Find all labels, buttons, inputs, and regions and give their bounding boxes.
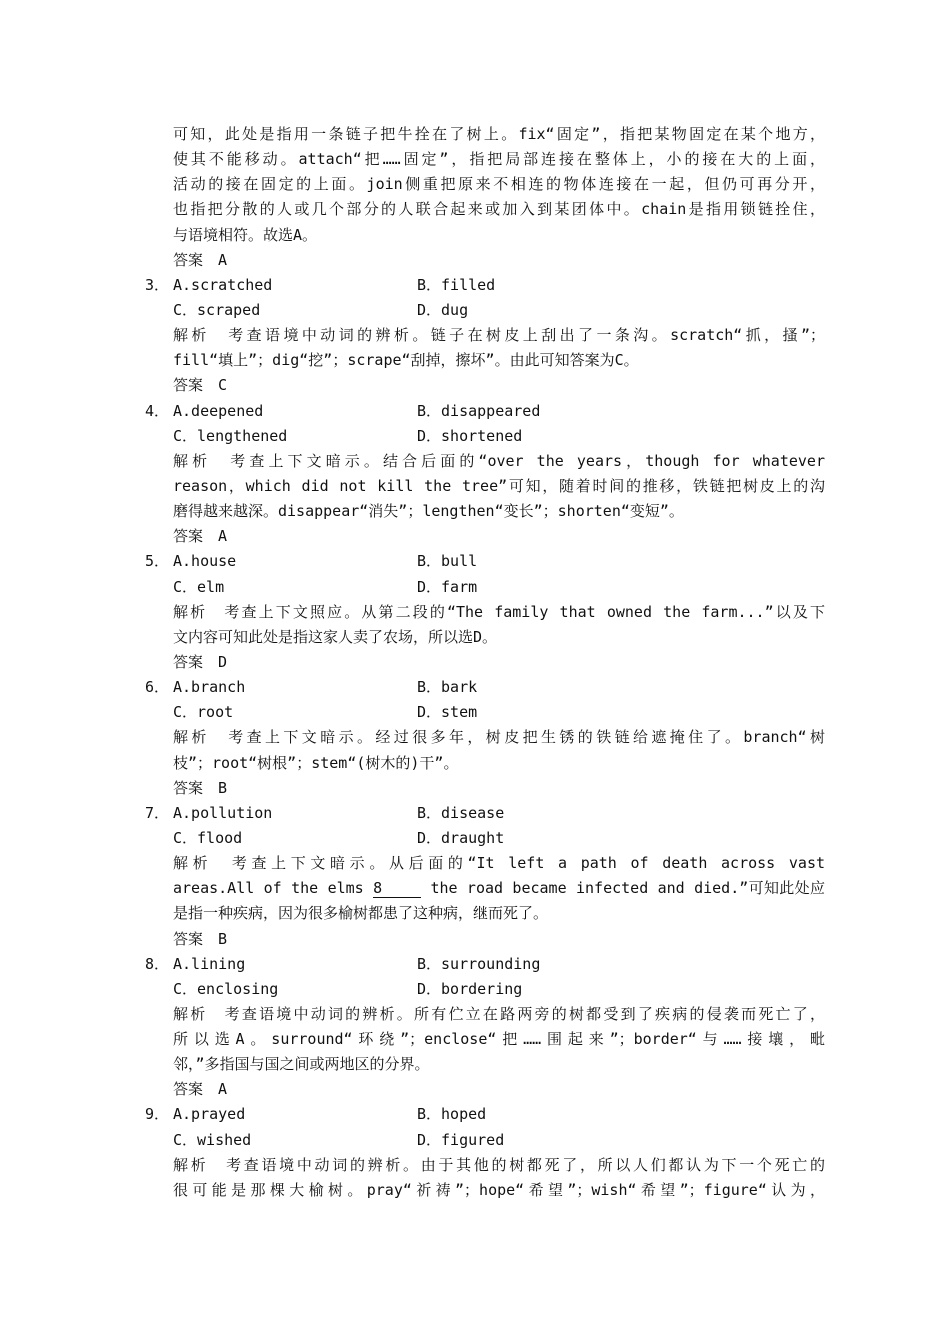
analysis-line: 文内容可知此处是指这家人卖了农场，所以选D。 [173, 627, 498, 646]
analysis-line: 邻，”多指国与国之间或两地区的分界。 [173, 1055, 430, 1074]
question-number: 4． [145, 401, 170, 420]
answer-line: 答案 B [173, 778, 228, 797]
option-c: C．elm [173, 577, 225, 596]
analysis-line: 也指把分散的人或几个部分的人联合起来或加入到某团体中。chain是指用锁链拴住， [173, 200, 825, 219]
analysis-line: 解析 考查上下文照应。从第二段的“The family that owned the farm...”以及下 [173, 602, 825, 621]
option-c: C．wished [173, 1130, 252, 1149]
options-row [145, 575, 825, 600]
option-b: B．bull [417, 552, 478, 571]
option-c: C．lengthened [173, 426, 288, 445]
option-a: A.pollution [173, 803, 273, 822]
options-row [145, 424, 825, 449]
answer-line: 答案 D [173, 652, 228, 671]
analysis-line [145, 876, 825, 901]
question-number: 6． [145, 678, 170, 697]
option-b: B．filled [417, 275, 496, 294]
option-a: A.branch [173, 678, 246, 697]
option-a: A.lining [173, 954, 246, 973]
blank-8: 8 [373, 879, 421, 898]
options-row [145, 977, 825, 1002]
exercise-content [145, 122, 825, 1203]
question-row-9 [145, 1102, 825, 1127]
options-row [145, 826, 825, 851]
option-a: A.prayed [173, 1105, 246, 1124]
analysis-text: areas.All of the elms [173, 879, 374, 898]
option-d: D．figured [417, 1130, 505, 1149]
analysis-line: 与语境相符。故选A。 [173, 225, 318, 244]
analysis-line: 磨得越来越深。disappear“消失”；lengthen“变长”；shorten“变短”。 [173, 502, 684, 521]
analysis-line: 解析 考查语境中动词的辨析。由于其他的树都死了，所以人们都认为下一个死亡的 [173, 1155, 825, 1174]
analysis-line: 解析 考查上下文暗示。从后面的“It left a path of death across vast [173, 854, 825, 873]
answer-line: 答案 A [173, 527, 228, 546]
option-c: C．root [173, 703, 234, 722]
analysis-line: 解析 考查语境中动词的辨析。链子在树皮上刮出了一条沟。scratch“抓，搔”； [173, 326, 825, 345]
option-a: A.scratched [173, 275, 273, 294]
analysis-line: 是指一种疾病，因为很多榆树都患了这种病，继而死了。 [173, 904, 549, 923]
option-a: A.house [173, 552, 237, 571]
options-row [145, 1128, 825, 1153]
analysis-line: 所以选A。surround“环绕”；enclose“把……围起来”；border“与……接壤，毗 [173, 1030, 825, 1049]
option-d: D．bordering [417, 979, 523, 998]
answer-line: 答案 A [173, 250, 228, 269]
option-d: D．stem [417, 703, 478, 722]
question-row-3 [145, 273, 825, 298]
option-d: D．draught [417, 828, 505, 847]
analysis-line: 解析 考查语境中动词的辨析。所有伫立在路两旁的树都受到了疾病的侵袭而死亡了， [173, 1004, 825, 1023]
analysis-text: the road became infected and died.”可知此处应 [421, 879, 825, 898]
option-d: D．shortened [417, 426, 523, 445]
options-row [145, 298, 825, 323]
question-row-8 [145, 952, 825, 977]
question-number: 8． [145, 954, 170, 973]
option-c: C．enclosing [173, 979, 279, 998]
answer-line: 答案 B [173, 929, 228, 948]
options-row [145, 700, 825, 725]
option-b: B．hoped [417, 1105, 487, 1124]
analysis-line: 很可能是那棵大榆树。pray“祈祷”；hope“希望”；wish“希望”；figure“认为， [173, 1180, 825, 1199]
analysis-line: 使其不能移动。attach“把……固定”，指把局部连接在整体上，小的接在大的上面， [173, 150, 825, 169]
question-row-7 [145, 801, 825, 826]
question-number: 9． [145, 1105, 170, 1124]
option-c: C．scraped [173, 300, 261, 319]
analysis-line: 解析 考查上下文暗示。结合后面的“over the years，though for whatever [173, 451, 825, 470]
analysis-line: 解析 考查上下文暗示。经过很多年，树皮把生锈的铁链给遮掩住了。branch“树 [173, 728, 825, 747]
analysis-line: 可知，此处是指用一条链子把牛拴在了树上。fix“固定”，指把某物固定在某个地方， [173, 125, 825, 143]
question-row-5 [145, 549, 825, 574]
option-c: C．flood [173, 828, 243, 847]
question-row-6 [145, 675, 825, 700]
question-number: 5． [145, 552, 170, 571]
analysis-line: 活动的接在固定的上面。join侧重把原来不相连的物体连接在一起，但仍可再分开， [173, 175, 825, 194]
option-a: A.deepened [173, 401, 264, 420]
answer-line: 答案 C [173, 376, 228, 395]
option-d: D．dug [417, 300, 469, 319]
option-d: D．farm [417, 577, 478, 596]
question-number: 3． [145, 275, 170, 294]
option-b: B．disappeared [417, 401, 541, 420]
answer-line: 答案 A [173, 1080, 228, 1099]
analysis-line: reason，which did not kill the tree”可知，随着时间的推移，铁链把树皮上的沟 [173, 476, 825, 495]
question-number: 7． [145, 803, 170, 822]
analysis-line: fill“填上”；dig“挖”；scrape“刮掉，擦坏”。由此可知答案为C。 [173, 351, 639, 370]
option-b: B．bark [417, 678, 478, 697]
option-b: B．surrounding [417, 954, 541, 973]
analysis-line: 枝”；root“树根”；stem“(树木的)干”。 [173, 753, 459, 772]
question-row-4 [145, 399, 825, 424]
option-b: B．disease [417, 803, 505, 822]
